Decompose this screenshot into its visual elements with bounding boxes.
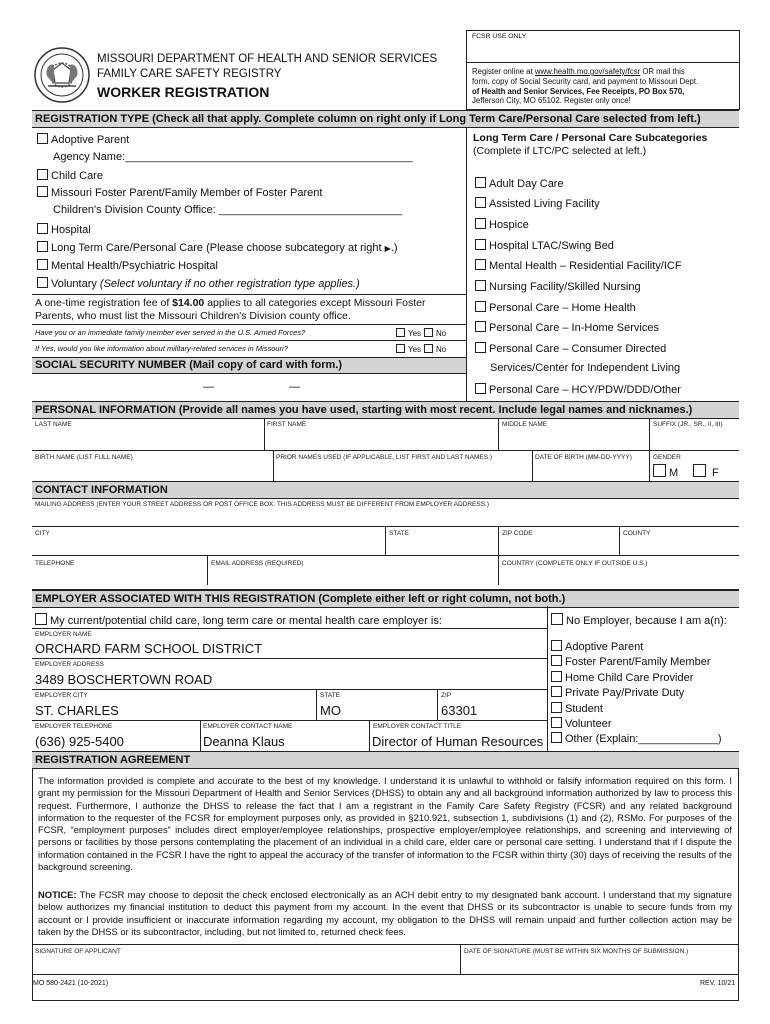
checkbox[interactable] bbox=[551, 732, 562, 743]
department-name: MISSOURI DEPARTMENT OF HEALTH AND SENIOR SERVICES bbox=[97, 53, 438, 65]
register-instructions: Register online at www.health.mo.gov/safety/fcsr OR mail this form, copy of Social Security card, and payment to Missouri Dept. of Health and Senior Services, Fee Receipts, PO Box 570, Jefferson City, MO 65102. Register only once! bbox=[472, 67, 735, 106]
cell-divider bbox=[200, 720, 201, 751]
option-current-employer[interactable]: My current/potential child care, long term care or mental health care employer is: bbox=[35, 613, 442, 627]
revision-date: REV. 10/21 bbox=[700, 980, 736, 987]
suffix-label: SUFFIX (JR., SR., II, III) bbox=[653, 421, 723, 428]
no-employer-option[interactable]: Foster Parent/Family Member bbox=[551, 655, 710, 668]
checkbox[interactable] bbox=[475, 259, 486, 270]
armed-forces-yes[interactable]: Yes bbox=[396, 328, 421, 338]
military-info-question: If Yes, would you like information about military-related services in Missouri? bbox=[35, 344, 288, 353]
county-label: COUNTY bbox=[623, 530, 651, 537]
checkbox[interactable] bbox=[37, 259, 48, 270]
military-info-no[interactable]: No bbox=[424, 344, 446, 354]
gender-male[interactable]: M bbox=[653, 464, 678, 479]
checkbox[interactable] bbox=[396, 328, 405, 337]
registration-type-heading: REGISTRATION TYPE (Check all that apply. Complete column on right only if Long Term Care/Personal Care selected from left.) bbox=[32, 110, 739, 128]
armed-forces-question: Have you or an immediate family member ever served in the U.S. Armed Forces? bbox=[35, 328, 306, 337]
form-number: MO 580-2421 (10-2021) bbox=[33, 980, 109, 987]
ltc-subcategory-option[interactable]: Adult Day Care bbox=[475, 177, 564, 190]
date-of-birth-label: DATE OF BIRTH (MM-DD-YYYY) bbox=[535, 454, 632, 461]
checkbox[interactable] bbox=[551, 655, 562, 666]
personal-info-heading: PERSONAL INFORMATION (Provide all names you have used, starting with most recent. Include legal names and nicknames.) bbox=[32, 401, 739, 419]
row-divider bbox=[32, 689, 547, 690]
register-line-3: of Health and Senior Services, Fee Receipts, PO Box 570, bbox=[472, 86, 685, 96]
employer-name-label: EMPLOYER NAME bbox=[35, 631, 92, 638]
option-long-term-care[interactable]: Long Term Care/Personal Care (Please choose subcategory at right ▶.) bbox=[37, 241, 398, 254]
checkbox[interactable] bbox=[551, 671, 562, 682]
consumer-directed-line-2: Services/Center for Independent Living bbox=[490, 362, 681, 374]
no-employer-option[interactable]: Volunteer bbox=[551, 717, 611, 730]
form-title: WORKER REGISTRATION bbox=[97, 84, 270, 100]
no-employer-option[interactable]: Other (Explain:_____________) bbox=[551, 732, 722, 745]
row-divider bbox=[32, 720, 547, 721]
employer-contact-value[interactable]: Deanna Klaus bbox=[203, 734, 285, 749]
no-employer-option[interactable]: Adoptive Parent bbox=[551, 640, 643, 653]
contact-info-heading: CONTACT INFORMATION bbox=[32, 481, 739, 499]
employer-title-value[interactable]: Director of Human Resources bbox=[372, 734, 544, 749]
checkbox[interactable] bbox=[551, 640, 562, 651]
notice-paragraph: NOTICE: The FCSR may choose to deposit the check enclosed electronically as an ACH debit entry to my designated bank account. I understand that my signature below authorizes my financial institution to deduct this payment from my account. In the event that DHSS or its subcontractor is unable to secure funds from my account or I provide insufficient or inaccurate information regarding my account, my obligation to the DHSS will remain unpaid and further collection action may be taken by the DHSS or its subcontractor, including, but not limited to, returned check fees. bbox=[38, 889, 732, 937]
employer-contact-label: EMPLOYER CONTACT NAME bbox=[203, 723, 293, 730]
checkbox[interactable] bbox=[475, 383, 486, 394]
row-divider bbox=[32, 974, 739, 975]
employer-heading: EMPLOYER ASSOCIATED WITH THIS REGISTRATION (Complete either left or right column, not both.) bbox=[32, 589, 739, 608]
employer-phone-value[interactable]: (636) 925-5400 bbox=[35, 734, 124, 749]
checkbox[interactable] bbox=[35, 613, 47, 625]
cell-divider bbox=[532, 450, 533, 481]
row-divider bbox=[32, 628, 547, 629]
fcsr-use-only-label: FCSR USE ONLY bbox=[472, 33, 527, 40]
agreement-paragraph: The information provided is complete and accurate to the best of my knowledge. I understand it is unlawful to withhold or falsify information required on this form. I grant my permission for the Missouri Department of Health and Senior Services (DHSS) to obtain any and all background information authorized by law to process this request. Furthermore, I authorize the DHSS to release the fact that I am a registrant in the Family Care Safety Registry (FCSR) and any related background information to the requester of the FCSR for employment purposes only, as provided in §210.921, subsection 1, subdivisions (1) and (2), RSMo. For purposes of the FCSR, “employment purposes” includes direct employer/employee relationships, prospective employer/employee relationships, and screening and interviewing of persons or facilities by those persons contemplating the placement of an individual in a child care, elder care or personal care setting. I understand that if I dispute the information contained in the FCSR I have the right to appeal the accuracy of the transfer of information to the FCSR within thirty (30) days of receiving the results of the background screening. bbox=[38, 775, 732, 873]
registration-column-divider bbox=[466, 127, 467, 401]
state-seal bbox=[33, 46, 91, 104]
checkbox[interactable] bbox=[475, 239, 486, 250]
prior-names-label: PRIOR NAMES USED (IF APPLICABLE, LIST FIRST AND LAST NAMES.) bbox=[276, 454, 493, 461]
checkbox[interactable] bbox=[653, 464, 666, 477]
ltc-subcategory-option[interactable]: Mental Health – Residential Facility/ICF bbox=[475, 259, 682, 272]
employer-address-label: EMPLOYER ADDRESS bbox=[35, 661, 104, 668]
ltc-subcategory-option[interactable]: Nursing Facility/Skilled Nursing bbox=[475, 280, 641, 293]
agreement-heading: REGISTRATION AGREEMENT bbox=[32, 751, 739, 769]
no-employer-option[interactable]: Home Child Care Provider bbox=[551, 671, 693, 684]
checkbox[interactable] bbox=[37, 277, 48, 288]
ltc-subcategory-option[interactable]: Personal Care – Consumer Directed bbox=[475, 342, 666, 355]
option-mental-health[interactable]: Mental Health/Psychiatric Hospital bbox=[37, 259, 218, 272]
cell-divider bbox=[273, 450, 274, 481]
cell-divider bbox=[649, 450, 650, 481]
checkbox[interactable] bbox=[37, 186, 48, 197]
employer-city-value[interactable]: ST. CHARLES bbox=[35, 703, 119, 718]
checkbox[interactable] bbox=[37, 133, 48, 144]
ssn-heading: SOCIAL SECURITY NUMBER (Mail copy of card with form.) bbox=[35, 359, 343, 371]
employer-column-divider bbox=[547, 606, 548, 751]
checkbox[interactable] bbox=[37, 223, 48, 234]
first-name-label: FIRST NAME bbox=[267, 421, 307, 428]
fee-statement-line-2: Parents, who must list the Missouri Children's Division county office. bbox=[35, 310, 351, 322]
employer-state-value[interactable]: MO bbox=[320, 703, 341, 718]
checkbox[interactable] bbox=[551, 702, 562, 713]
employer-address-value[interactable]: 3489 BOSCHERTOWN ROAD bbox=[35, 672, 213, 687]
ltc-subcategory-option[interactable]: Personal Care – HCY/PDW/DDD/Other bbox=[475, 383, 681, 396]
armed-forces-no[interactable]: No bbox=[424, 328, 446, 338]
signature-label[interactable]: SIGNATURE OF APPLICANT bbox=[35, 948, 121, 955]
ltc-subcategory-option[interactable]: Assisted Living Facility bbox=[475, 197, 600, 210]
mailing-address-label: MAILING ADDRESS (ENTER YOUR STREET ADDRESS OR POST OFFICE BOX. THIS ADDRESS MUST BE DIFFERENT FROM EMPLOYER ADDRESS.) bbox=[35, 501, 490, 508]
no-employer-option[interactable]: Private Pay/Private Duty bbox=[551, 686, 684, 699]
checkbox[interactable] bbox=[475, 177, 486, 188]
birth-name-label: BIRTH NAME (LIST FULL NAME) bbox=[35, 454, 133, 461]
fee-divider bbox=[32, 294, 466, 295]
cell-divider bbox=[437, 689, 438, 720]
register-line-2: form, copy of Social Security card, and payment to Missouri Dept. bbox=[472, 76, 699, 86]
arrow-right-icon: ▶ bbox=[384, 244, 391, 253]
cell-divider bbox=[385, 526, 386, 555]
ltc-subcategory-option[interactable]: Hospice bbox=[475, 218, 529, 231]
military-info-yes[interactable]: Yes bbox=[396, 344, 421, 354]
cell-divider bbox=[619, 526, 620, 555]
cell-divider bbox=[369, 720, 370, 751]
ltc-subcategory-option[interactable]: Personal Care – In-Home Services bbox=[475, 321, 659, 334]
telephone-label: TELEPHONE bbox=[35, 560, 75, 567]
ltc-subcategories-heading: Long Term Care / Personal Care Subcategories bbox=[473, 132, 708, 144]
checkbox[interactable] bbox=[424, 328, 433, 337]
checkbox[interactable] bbox=[693, 464, 706, 477]
register-line-4: Jefferson City, MO 65102. Register only once! bbox=[472, 96, 631, 106]
employer-zip-value[interactable]: 63301 bbox=[441, 703, 478, 718]
checkbox[interactable] bbox=[551, 613, 563, 625]
employer-city-label: EMPLOYER CITY bbox=[35, 692, 88, 699]
row-divider bbox=[32, 555, 739, 556]
cell-divider bbox=[460, 944, 461, 974]
question-divider bbox=[32, 324, 466, 325]
employer-name-value[interactable]: ORCHARD FARM SCHOOL DISTRICT bbox=[35, 641, 263, 656]
checkbox[interactable] bbox=[475, 197, 486, 208]
cell-divider bbox=[264, 418, 265, 450]
checkbox[interactable] bbox=[475, 218, 486, 229]
option-voluntary[interactable]: Voluntary (Select voluntary if no other registration type applies.) bbox=[37, 277, 360, 290]
middle-name-label: MIDDLE NAME bbox=[502, 421, 548, 428]
cell-divider bbox=[207, 555, 208, 585]
no-employer-option[interactable]: Student bbox=[551, 702, 603, 715]
last-name-label: LAST NAME bbox=[35, 421, 72, 428]
registry-name: FAMILY CARE SAFETY REGISTRY bbox=[97, 68, 282, 80]
state-label: STATE bbox=[389, 530, 409, 537]
option-foster-parent[interactable]: Missouri Foster Parent/Family Member of Foster Parent bbox=[37, 186, 322, 199]
county-office-line[interactable]: Children's Division County Office: ______________________________ bbox=[53, 204, 403, 216]
email-label: EMAIL ADDRESS (REQUIRED) bbox=[211, 560, 304, 567]
checkbox[interactable] bbox=[475, 301, 486, 312]
row-divider bbox=[32, 658, 547, 659]
checkbox[interactable] bbox=[424, 344, 433, 353]
employer-state-label: STATE bbox=[320, 692, 340, 699]
row-divider bbox=[32, 450, 739, 451]
checkbox[interactable] bbox=[37, 169, 48, 180]
checkbox[interactable] bbox=[475, 280, 486, 291]
option-no-employer[interactable]: No Employer, because I am a(n): bbox=[551, 613, 727, 627]
option-hospital[interactable]: Hospital bbox=[37, 223, 91, 236]
employer-title-label: EMPLOYER CONTACT TITLE bbox=[373, 723, 462, 730]
gender-label: GENDER bbox=[653, 454, 681, 461]
checkbox[interactable] bbox=[396, 344, 405, 353]
fcsr-divider bbox=[466, 62, 740, 63]
cell-divider bbox=[316, 689, 317, 720]
checkbox[interactable] bbox=[551, 717, 562, 728]
city-label: CITY bbox=[35, 530, 50, 537]
ssn-dash-2: — bbox=[289, 381, 300, 393]
cell-divider bbox=[498, 418, 499, 450]
ssn-dash-1: — bbox=[203, 381, 214, 393]
fee-statement: A one-time registration fee of $14.00 applies to all categories except Missouri Foster bbox=[35, 297, 426, 309]
employer-phone-label: EMPLOYER TELEPHONE bbox=[35, 723, 113, 730]
checkbox[interactable] bbox=[551, 686, 562, 697]
gender-female[interactable]: F bbox=[693, 464, 719, 479]
notice-label: NOTICE: bbox=[38, 889, 77, 900]
ltc-subcategory-option[interactable]: Personal Care – Home Health bbox=[475, 301, 636, 314]
ltc-subcategory-option[interactable]: Hospital LTAC/Swing Bed bbox=[475, 239, 614, 252]
date-of-signature-label[interactable]: DATE OF SIGNATURE (MUST BE WITHIN SIX MONTHS OF SUBMISSION.) bbox=[464, 948, 689, 955]
ltc-subcategories-note: (Complete if LTC/PC selected at left.) bbox=[473, 145, 647, 157]
country-label: COUNTRY (COMPLETE ONLY IF OUTSIDE U.S.) bbox=[502, 560, 648, 567]
option-adoptive-parent[interactable]: Adoptive Parent bbox=[37, 133, 129, 146]
agency-name-line[interactable]: Agency Name:_______________________________________________ bbox=[53, 151, 413, 163]
checkbox[interactable] bbox=[475, 321, 486, 332]
row-divider bbox=[32, 944, 739, 945]
cell-divider bbox=[649, 418, 650, 450]
zip-code-label: ZIP CODE bbox=[502, 530, 533, 537]
register-link[interactable]: www.health.mo.gov/safety/fcsr bbox=[534, 67, 641, 76]
checkbox[interactable] bbox=[37, 241, 48, 252]
employer-zip-label: ZIP bbox=[441, 692, 452, 699]
question-divider-2 bbox=[32, 340, 466, 341]
option-child-care[interactable]: Child Care bbox=[37, 169, 103, 182]
checkbox[interactable] bbox=[475, 342, 486, 353]
